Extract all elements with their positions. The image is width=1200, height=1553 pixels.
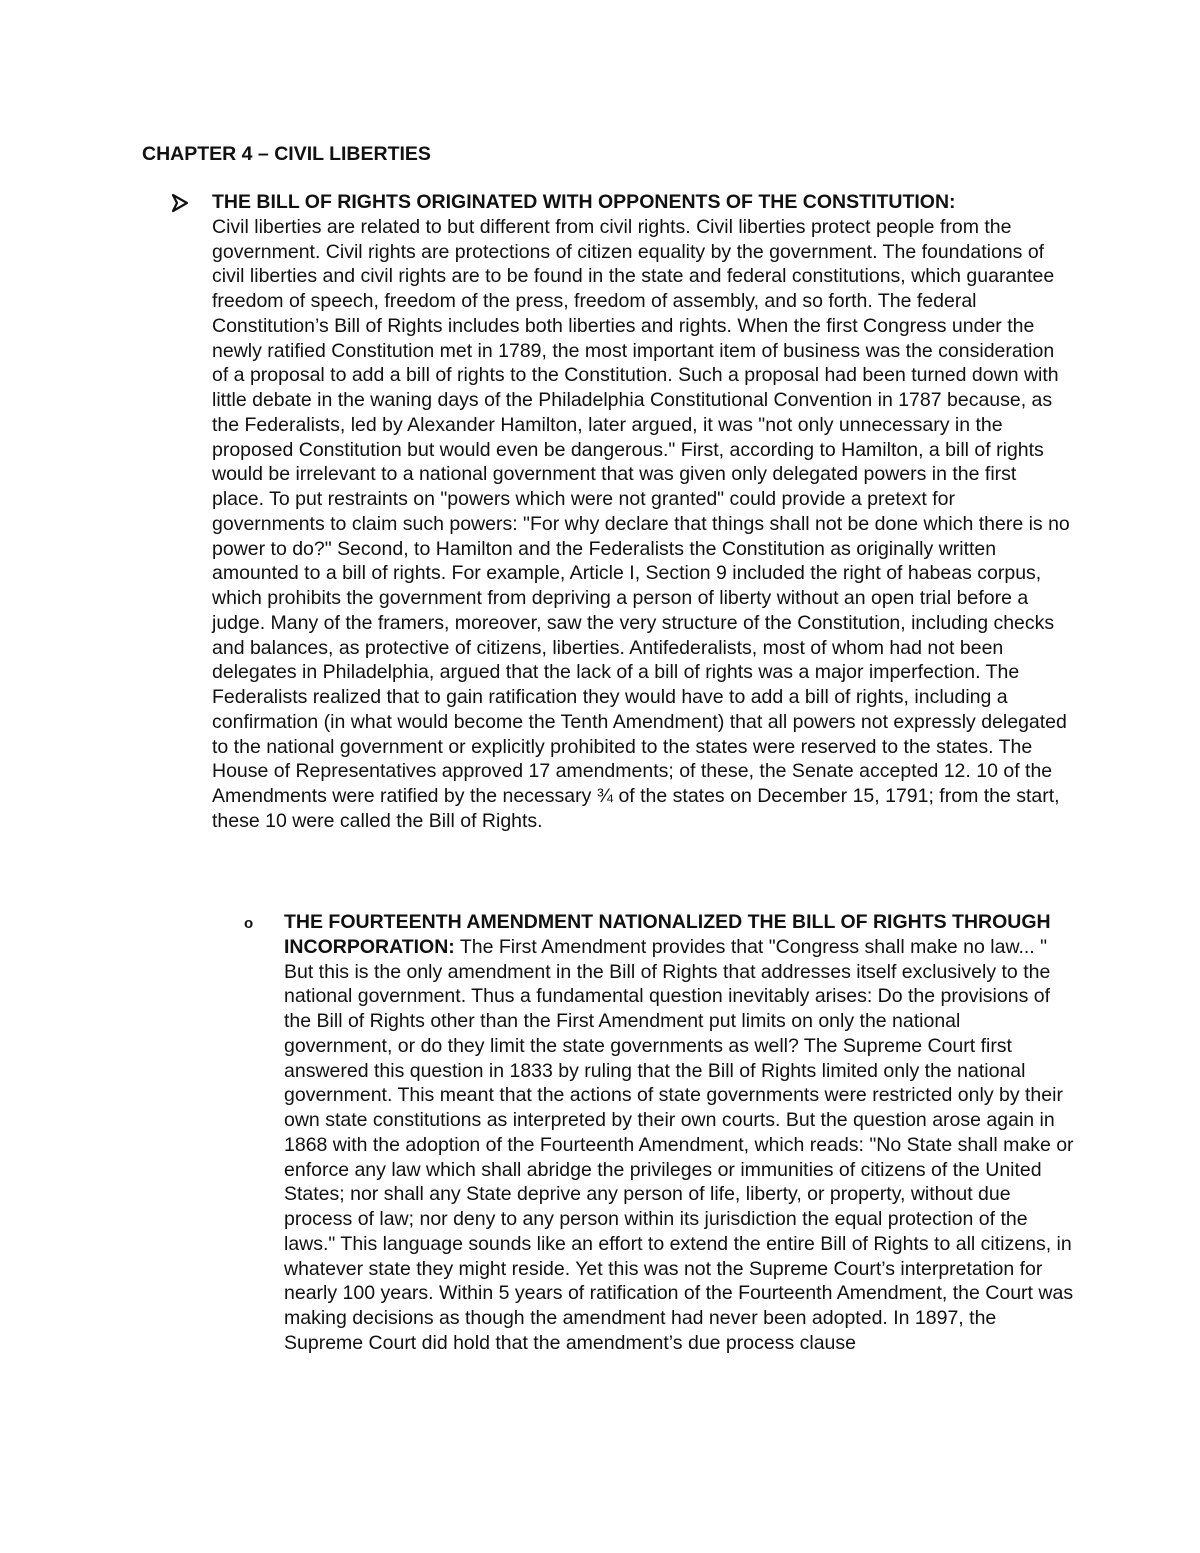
circle-bullet: o — [244, 915, 254, 932]
subsection-heading: THE FOURTEENTH AMENDMENT NATIONALIZED THE BILL OF RIGHTS THROUGH INCORPORATION: — [284, 911, 1051, 958]
chapter-title: CHAPTER 4 – CIVIL LIBERTIES — [142, 143, 431, 165]
subsection-paragraph — [284, 910, 1074, 1356]
section-paragraph — [212, 190, 1072, 834]
subsection-fourteenth-amendment — [244, 910, 1074, 1356]
subsection-body: The First Amendment provides that "Congress shall make no law... " But this is the only amendment in the Bill of Rights that addresses itself exclusively to the national government. Thus a fundamental question inevitably arises: Do the provisions of the Bill of Rights other than the First Amendment put limits on only the national government, or do they limit the state governments as well? The Supreme Court first answered this question in 1833 by ruling that the Bill of Rights limited only the national government. This meant that the actions of state governments were restricted only by their own state constitutions as interpreted by their own courts. But the question arose again in 1868 with the adoption of the Fourteenth Amendment, which reads: "No State shall make or enforce any law which shall abridge the privileges or immunities of citizens of the United States; nor shall any State deprive any person of life, liberty, or property, without due process of law; nor deny to any person within its jurisdiction the equal protection of the laws." This language sounds like an effort to extend the entire Bill of Rights to all citizens, in whatever state they might reside. Yet this was not the Supreme Court’s interpretation for nearly 100 years. Within 5 years of ratification of the Fourteenth Amendment, the Court was making decisions as though the amendment had never been adopted. In 1897, the Supreme Court did hold that the amendment’s due process clause — [284, 935, 1074, 1354]
section-heading: THE BILL OF RIGHTS ORIGINATED WITH OPPONENTS OF THE CONSTITUTION: — [212, 191, 956, 213]
arrowhead-bullet-icon — [170, 193, 190, 213]
section-body: Civil liberties are related to but different from civil rights. Civil liberties protect people from the government. Civil rights are protections of citizen equality by the government. The foundations of civil liberties and civil rights are to be found in the state and federal constitutions, which guarantee freedom of speech, freedom of the press, freedom of assembly, and so forth. The federal Constitution’s Bill of Rights includes both liberties and rights. When the first Congress under the newly ratified Constitution met in 1789, the most important item of business was the consideration of a proposal to add a bill of rights to the Constitution. Such a proposal had been turned down with little debate in the waning days of the Philadelphia Constitutional Convention in 1787 because, as the Federalists, led by Alexander Hamilton, later argued, it was "not only unnecessary in the proposed Constitution but would even be dangerous." First, according to Hamilton, a bill of rights would be irrelevant to a national government that was given only delegated powers in the first place. To put restraints on "powers which were not granted" could provide a pretext for governments to claim such powers: "For why declare that things shall not be done which there is no power to do?" Second, to Hamilton and the Federalists the Constitution as originally written amounted to a bill of rights. For example, Article I, Section 9 included the right of habeas corpus, which prohibits the government from depriving a person of liberty without an open trial before a judge. Many of the framers, moreover, saw the very structure of the Constitution, including checks and balances, as protective of citizens, liberties. Antifederalists, most of whom had not been delegates in Philadelphia, argued that the lack of a bill of rights was a major imperfection. The Federalists realized that to gain ratification they would have to add a bill of rights, including a confirmation (in what would become the Tenth Amendment) that all powers not expressly delegated to the national government or explicitly prohibited to the states were reserved to the states. The House of Representatives approved 17 amendments; of these, the Senate accepted 12. 10 of the Amendments were ratified by the necessary ¾ of the states on December 15, 1791; from the start, these 10 were called the Bill of Rights. — [212, 215, 1070, 832]
section-bill-of-rights — [212, 190, 1072, 834]
